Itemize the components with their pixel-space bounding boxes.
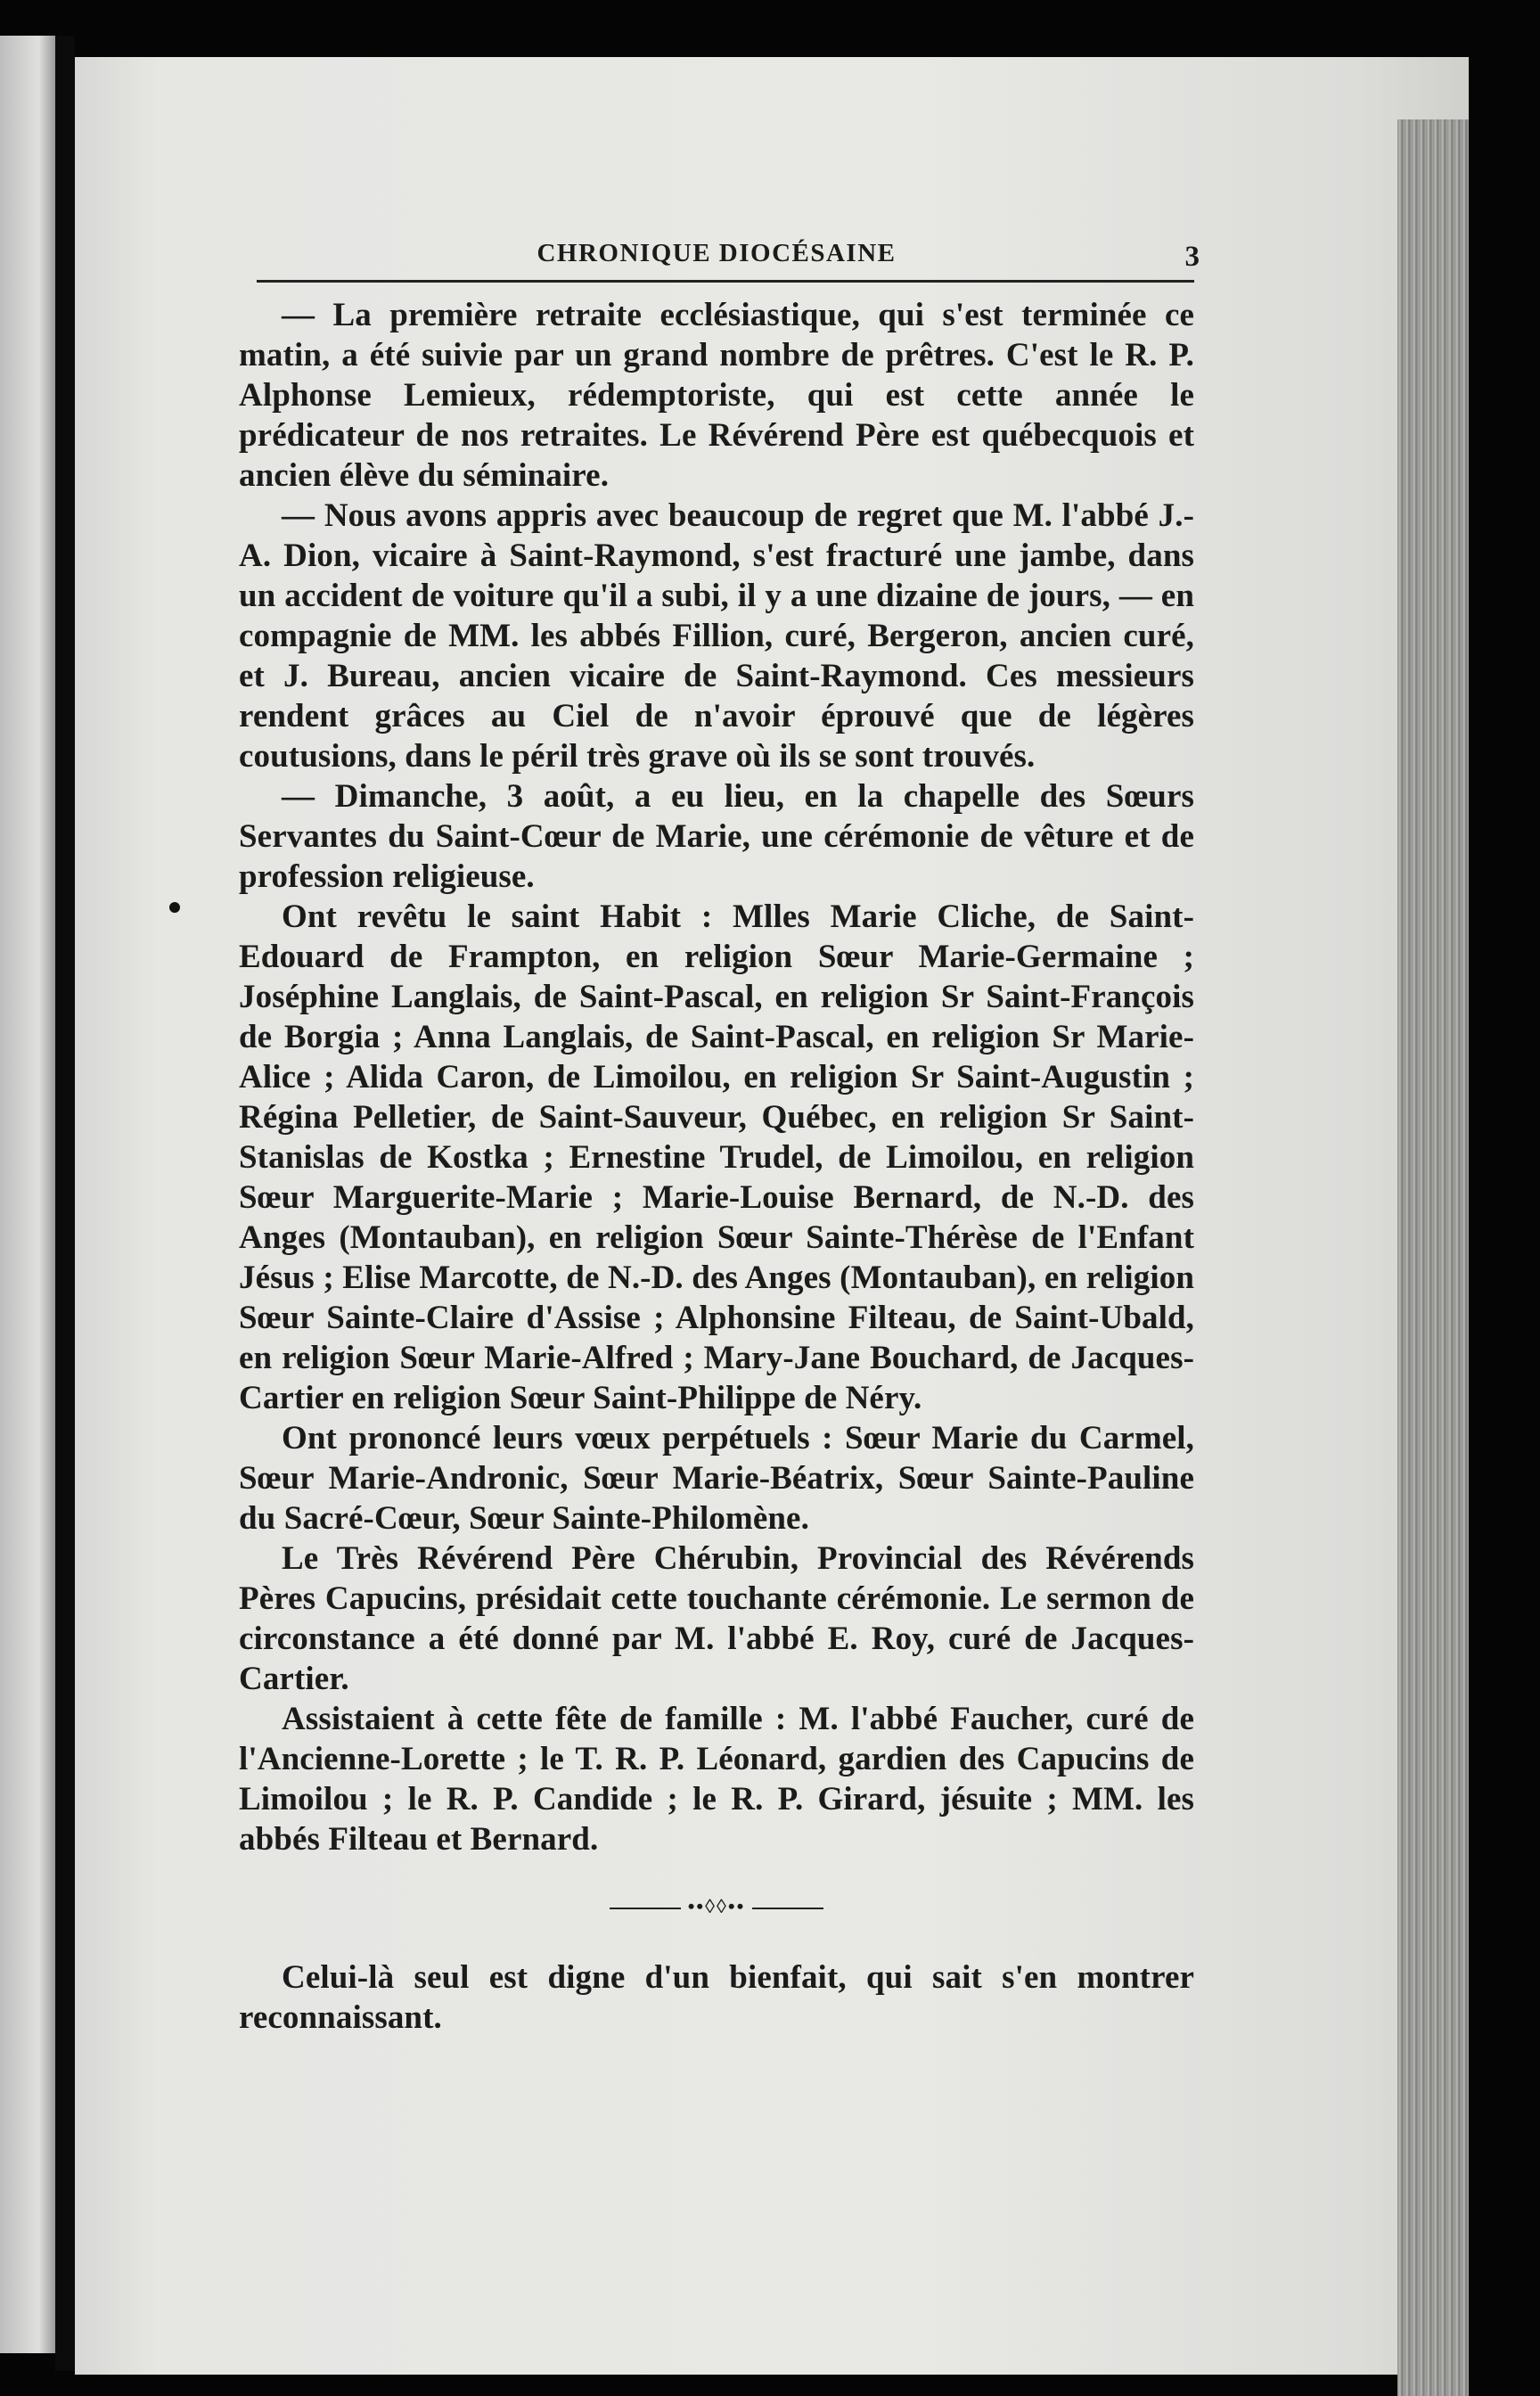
paragraph-president: Le Très Révérend Père Chérubin, Provincial des Révérends Pères Capucins, présidait cette touchante cérémonie. Le sermon de circonstance a été donné par M. l'abbé E. Roy, curé de Jacques-Cartier. <box>239 1540 1194 1697</box>
page-content <box>239 234 1200 2038</box>
paragraph-vetures: Ont revêtu le saint Habit : Mlles Marie Cliche, de Saint-Edouard de Frampton, en religion Sœur Marie-Germaine ; Joséphine Langlais, de Saint-Pascal, en religion Sr Saint-François de Borgia ; Anna Langlais, de Saint-Pascal, en religion Sr Marie-Alice ; Alida Caron, de Limoilou, en religion Sr Saint-Augustin ; Régina Pelletier, de Saint-Sauveur, Québec, en religion Sr Saint-Stanislas de Kostka ; Ernestine Trudel, de Limoilou, en religion Sœur Marguerite-Marie ; Marie-Louise Bernard, de N.-D. des Anges (Montauban), en religion Sœur Sainte-Thérèse de l'Enfant Jésus ; Elise Marcotte, de N.-D. des Anges (Montauban), en religion Sœur Sainte-Claire d'Assise ; Alphonsine Filteau, de Saint-Ubald, en religion Sœur Marie-Alfred ; Mary-Jane Bouchard, de Jacques-Cartier en religion Sœur Saint-Philippe de Néry. <box>239 898 1194 1416</box>
paragraph-abbe-dion: — Nous avons appris avec beaucoup de regret que M. l'abbé J.-A. Dion, vicaire à Saint-Raymond, s'est fracturé une jambe, dans un accident de voiture qu'il a subi, il y a une dizaine de jours, — en compagnie de MM. les abbés Fillion, curé, Bergeron, ancien curé, et J. Bureau, ancien vicaire de Saint-Raymond. Ces messieurs rendent grâces au Ciel de n'avoir éprouvé que de légères coutusions, dans le péril très grave où ils se sont trouvés. <box>239 497 1194 775</box>
paragraph-ceremonie: — Dimanche, 3 août, a eu lieu, en la chapelle des Sœurs Servantes du Saint-Cœur de Marie, une cérémonie de vêture et de profession religieuse. <box>239 778 1194 895</box>
ornament-glyphs: ••◊◊•• <box>687 1895 746 1917</box>
header-rule <box>257 280 1194 283</box>
section-ornament <box>239 1895 1194 1918</box>
paragraph-assistants: Assistaient à cette fête de famille : M. l'abbé Faucher, curé de l'Ancienne-Lorette ; le T. R. P. Léonard, gardien des Capucins de Limoilou ; le R. P. Candide ; le R. P. Girard, jésuite ; MM. les abbés Filteau et Bernard. <box>239 1701 1194 1858</box>
page-stack-edge <box>1397 119 1469 2396</box>
running-title: CHRONIQUE DIOCÉSAINE <box>537 239 897 267</box>
running-header <box>239 234 1200 276</box>
facing-page-edge <box>0 36 55 2353</box>
ornament-line-right <box>752 1908 823 1909</box>
book-gutter <box>55 36 75 2371</box>
paragraph-voeux: Ont prononcé leurs vœux perpétuels : Sœur Marie du Carmel, Sœur Marie-Andronic, Sœur Marie-Béatrix, Sœur Sainte-Pauline du Sacré-Cœur, Sœur Sainte-Philomène. <box>239 1420 1194 1537</box>
ink-speck <box>169 902 180 913</box>
page-number: 3 <box>1184 241 1200 273</box>
ornament-line-left <box>610 1908 681 1909</box>
maxim: Celui-là seul est digne d'un bienfait, qui sait s'en montrer reconnaissant. <box>239 1959 1194 2036</box>
paragraph-retraite: — La première retraite ecclésiastique, qui s'est terminée ce matin, a été suivie par un grand nombre de prêtres. C'est le R. P. Alphonse Lemieux, rédemptoriste, qui est cette année le prédicateur de nos retraites. Le Révérend Père est québecquois et ancien élève du séminaire. <box>239 297 1194 494</box>
